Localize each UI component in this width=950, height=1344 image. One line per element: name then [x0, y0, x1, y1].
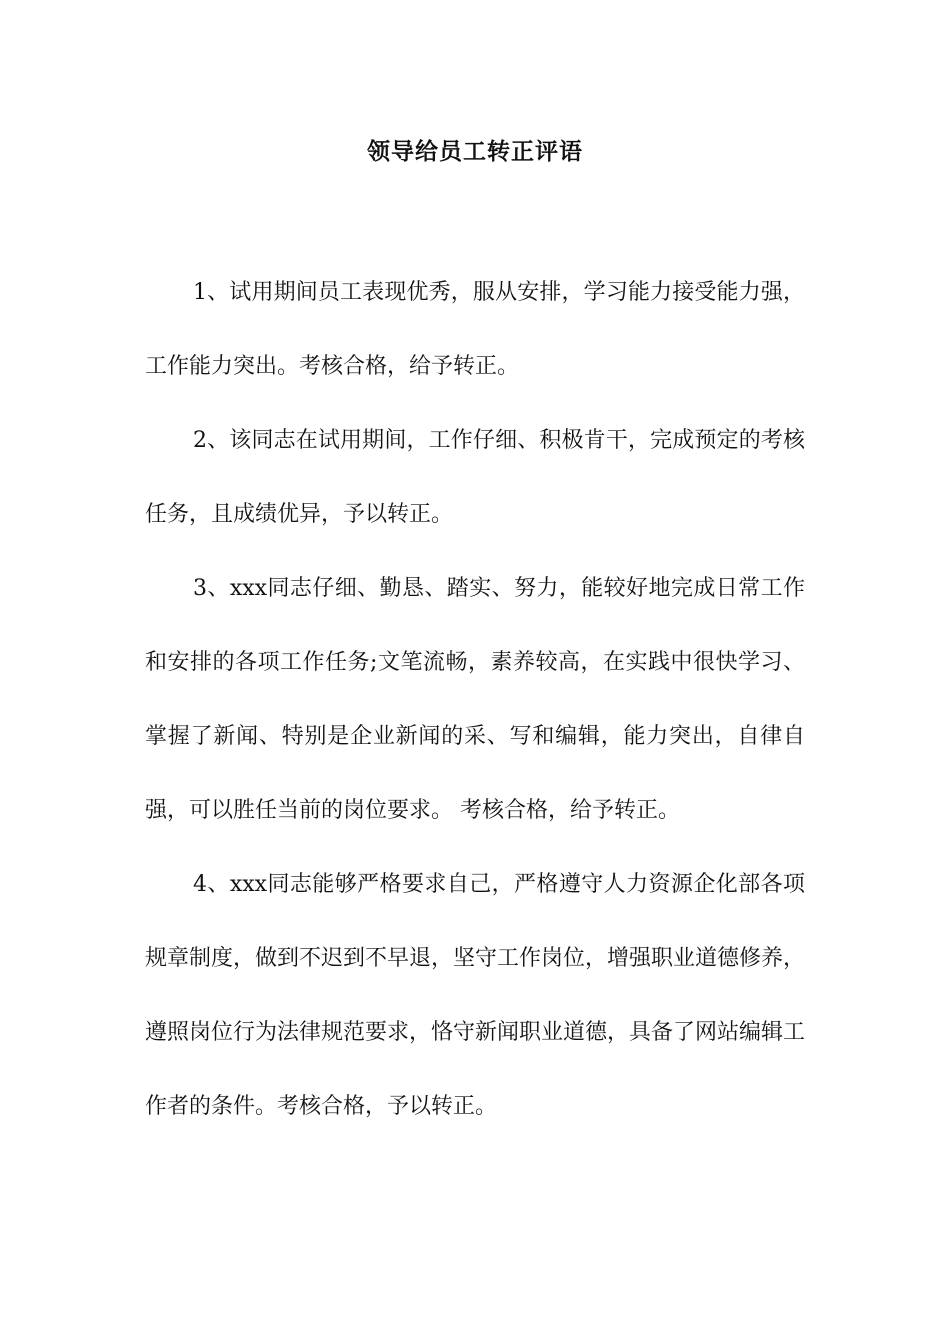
paragraph-3: 3、xxx同志仔细、勤恳、踏实、努力，能较好地完成日常工作和安排的各项工作任务;文笔流畅，素养较高，在实践中很快学习、掌握了新闻、特别是企业新闻的采、写和编辑，能力突出，自律自强，可以胜任当前的岗位要求。 考核合格，给予转正。 — [145, 576, 805, 823]
paragraph-4: 4、xxx同志能够严格要求自己，严格遵守人力资源企化部各项规章制度，做到不迟到不早退，坚守工作岗位，增强职业道德修养，遵照岗位行为法律规范要求，恪守新闻职业道德，具备了网站编辑工作者的条件。考核合格，予以转正。 — [145, 872, 806, 1119]
document-body — [145, 256, 805, 1144]
paragraph-1: 1、试用期间员工表现优秀，服从安排，学习能力接受能力强，工作能力突出。考核合格，给予转正。 — [145, 280, 805, 379]
document-title: 领导给员工转正评语 — [367, 138, 583, 165]
paragraph-2: 2、该同志在试用期间，工作仔细、积极肯干，完成预定的考核任务，且成绩优异，予以转正。 — [145, 428, 805, 527]
